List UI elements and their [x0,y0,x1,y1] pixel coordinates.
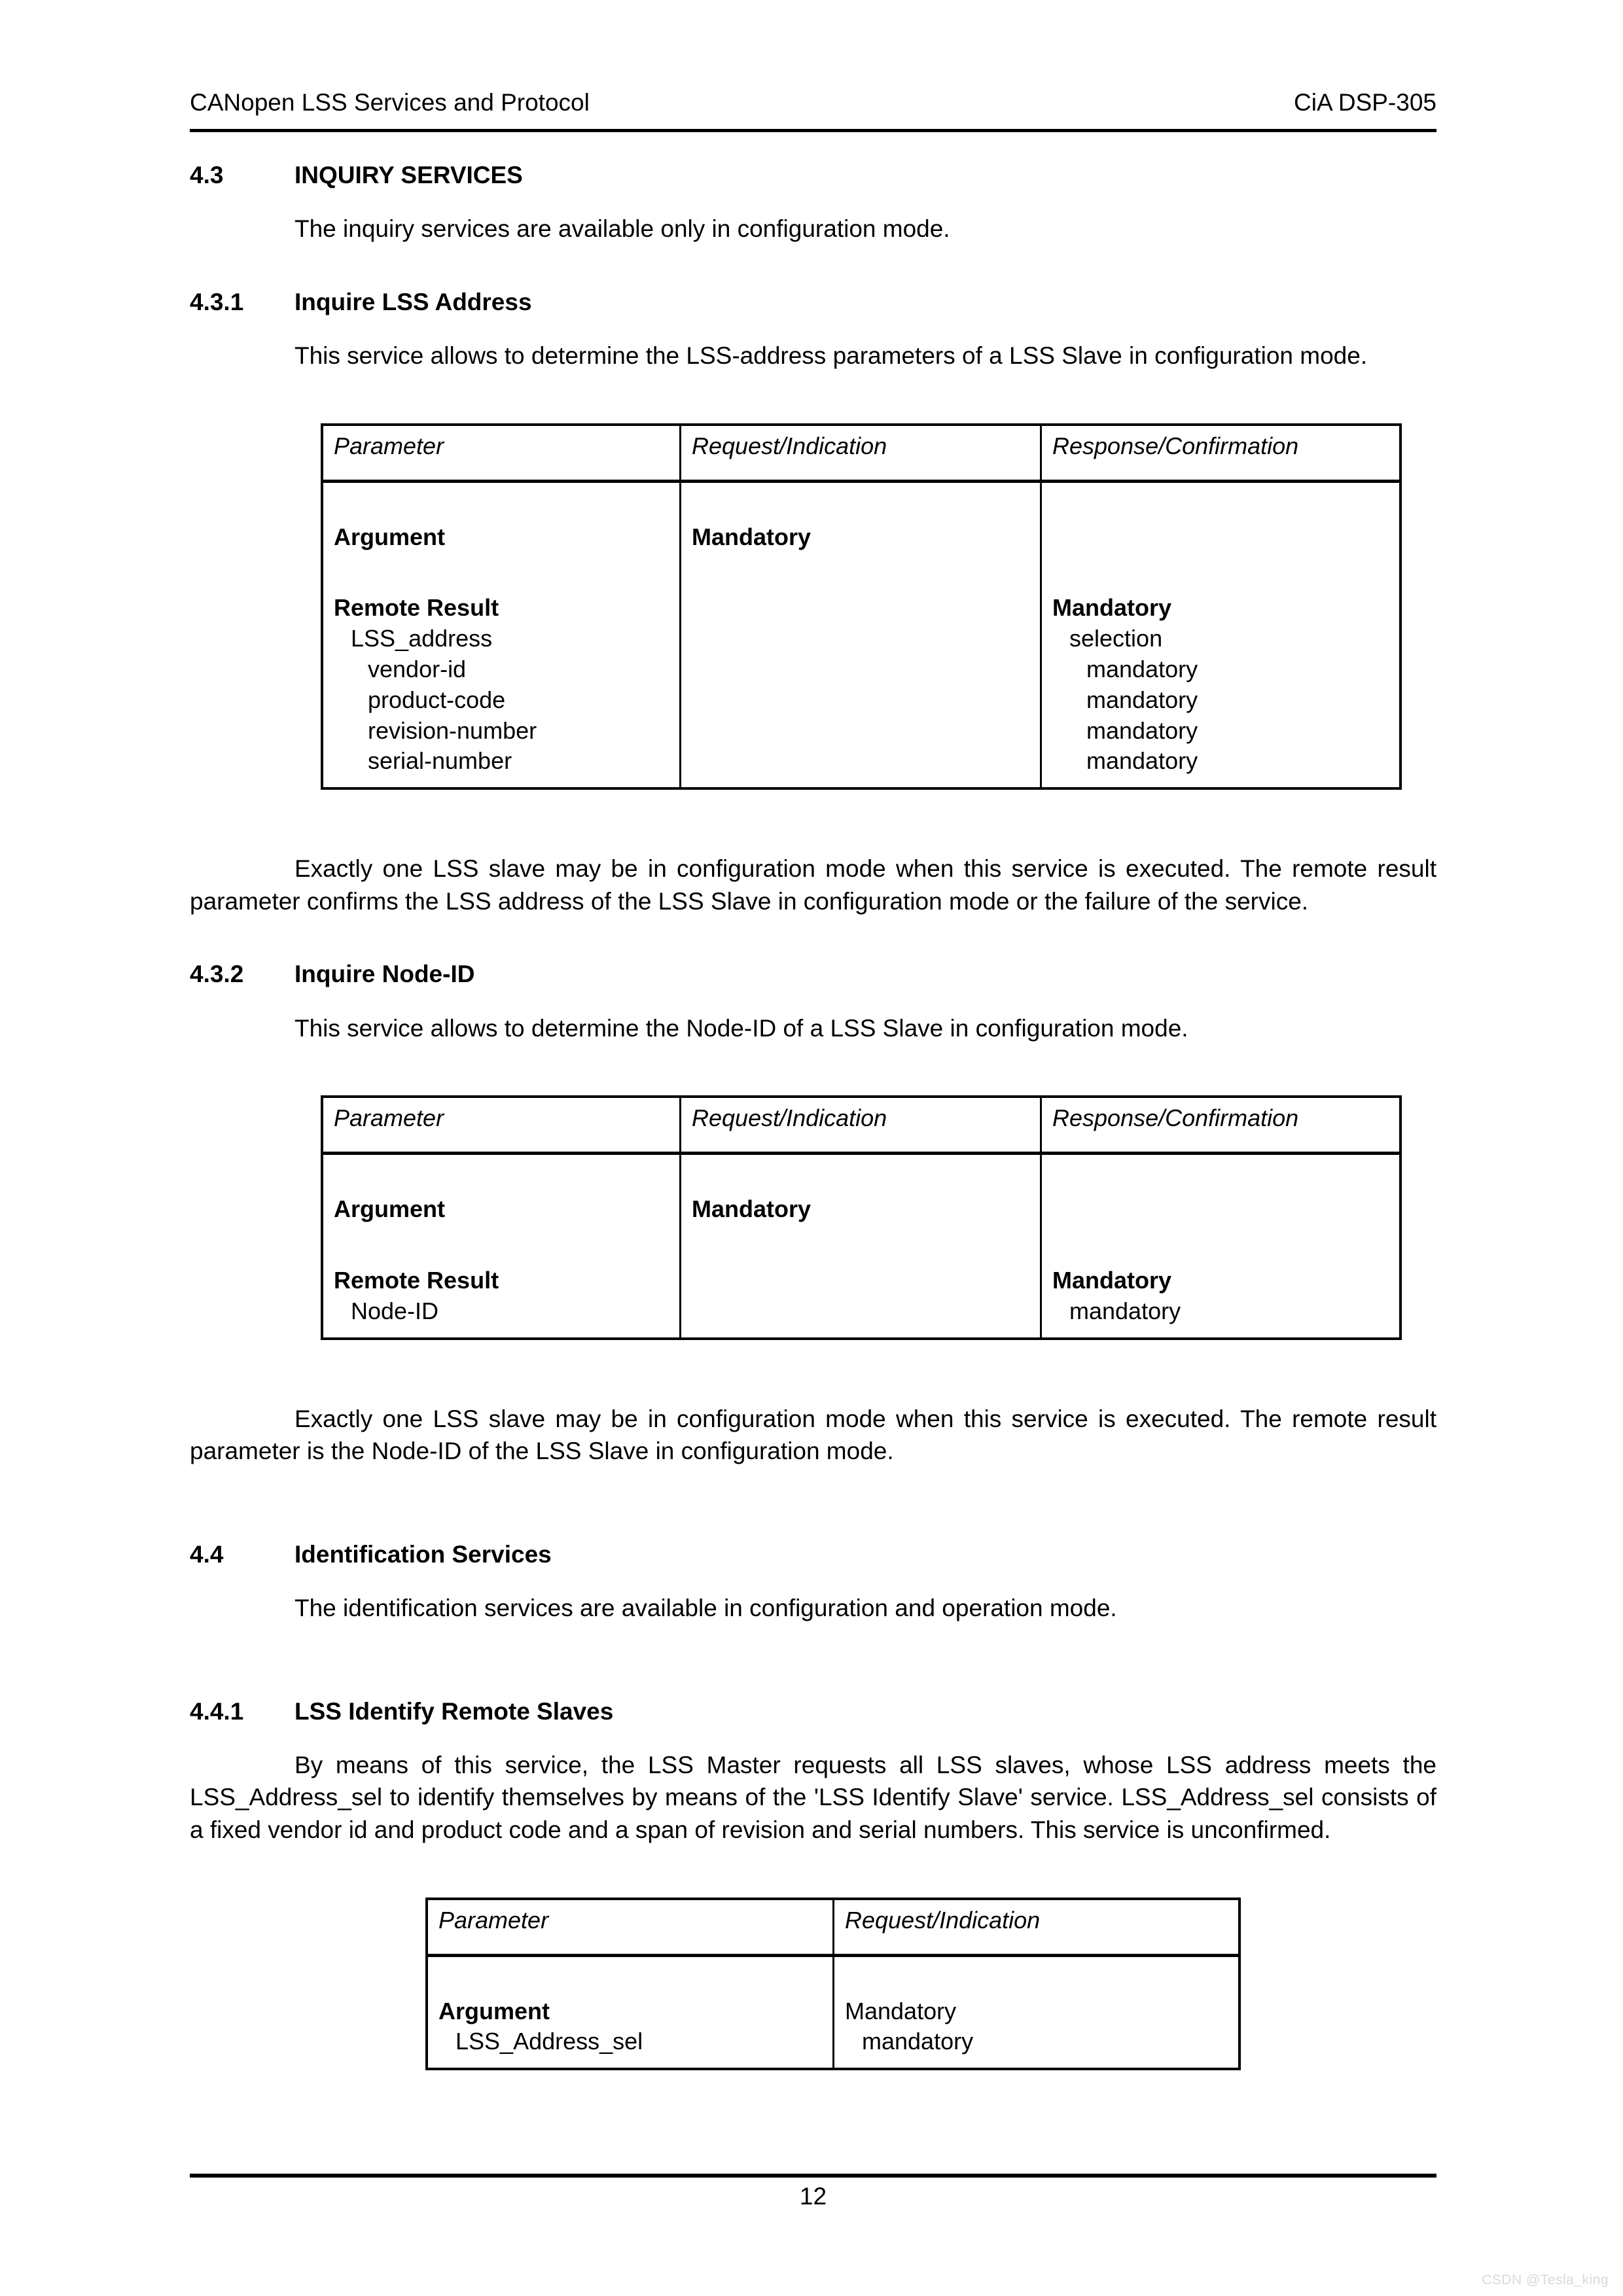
header-label-response: Response/Confirmation [1052,1104,1299,1132]
table-inquire-lss-address [321,423,1402,790]
param-product-code: product-code [368,686,506,713]
heading-4-3-number: 4.3 [190,162,224,188]
document-body [190,160,1436,2070]
request-list [845,1968,1238,2058]
param-vendor-id: vendor-id [368,656,467,683]
table-header-cell-request [681,1097,1041,1154]
table-cell-parameter [322,481,681,788]
response-list [1052,1165,1399,1326]
table-cell-response [1041,481,1401,788]
response-node-id: mandatory [1069,1297,1181,1324]
param-remote-result: Remote Result [334,594,499,622]
table-inquire-node-id-wrapper [190,1095,1436,1339]
table-header-cell-response [1041,1097,1401,1154]
table-header-row [322,425,1400,482]
table-body-row [322,481,1400,788]
param-lss-address: LSS_address [351,625,493,652]
page-header [190,88,1436,117]
footer-divider-rule [190,2174,1436,2178]
response-list [1052,493,1399,777]
heading-4-3 [190,160,1436,190]
header-label-parameter: Parameter [438,1906,549,1934]
table-header-row [427,1899,1240,1956]
table-cell-request [681,1154,1041,1339]
table-lss-identify-remote-slaves [425,1898,1241,2071]
request-argument: Mandatory [692,523,812,550]
header-label-request: Request/Indication [845,1906,1041,1934]
table-body-row [322,1154,1400,1339]
request-argument: Mandatory [845,1997,957,2024]
param-serial-number: serial-number [368,747,512,775]
table-header-row [322,1097,1400,1154]
response-product-code: mandatory [1086,686,1198,713]
parameter-list [334,493,679,777]
heading-4-4-title: Identification Services [294,1540,552,1568]
table-header-cell-parameter [322,1097,681,1154]
heading-4-3-2-number: 4.3.2 [190,961,244,988]
heading-4-4-1 [190,1697,1436,1727]
parameter-list [334,1165,679,1326]
table-header-cell-request [681,425,1041,482]
response-remote-result: Mandatory [1052,1267,1172,1294]
table-cell-request [681,481,1041,788]
paragraph-4-3-2-intro: This service allows to determine the Node-ID of a LSS Slave in configuration mode. [294,1014,1188,1042]
param-lss-address-sel: LSS_Address_sel [455,2028,643,2055]
heading-4-3-2 [190,959,1436,989]
paragraph-4-4-1-intro: By means of this service, the LSS Master requests all LSS slaves, whose LSS address meets the LSS_Address_sel to identify themselves by means of the 'LSS Identify Slave' service. LSS_Address_sel consists of a fixed vendor id and product code and a span of revision and serial numbers. This service is unconfirmed. [190,1751,1436,1843]
param-remote-result: Remote Result [334,1267,499,1294]
paragraph-4-3-1-intro: This service allows to determine the LSS-address parameters of a LSS Slave in configuration mode. [294,342,1368,370]
table-cell-request [834,1955,1240,2069]
heading-4-4-number: 4.4 [190,1540,224,1568]
table-cell-response [1041,1154,1401,1339]
heading-4-3-2-title: Inquire Node-ID [294,961,475,988]
paragraph-4-3-2-note: Exactly one LSS slave may be in configuration mode when this service is executed. The remote result parameter is the Node-ID of the LSS Slave in configuration mode. [190,1405,1436,1465]
heading-4-3-title: INQUIRY SERVICES [294,162,523,188]
param-argument: Argument [334,1195,445,1223]
request-argument: Mandatory [692,1195,812,1223]
paragraph-4-4-intro: The identification services are available in configuration and operation mode. [294,1595,1117,1622]
paragraph-4-3-1-note: Exactly one LSS slave may be in configuration mode when this service is executed. The remote result parameter confirms the LSS address of the LSS Slave in configuration mode or the failure of the service. [190,855,1436,915]
page-number: 12 [799,2183,827,2210]
header-document-title: CANopen LSS Services and Protocol [190,89,590,116]
heading-4-3-1-title: Inquire LSS Address [294,288,532,315]
parameter-list [438,1968,832,2058]
heading-4-4-1-number: 4.4.1 [190,1697,244,1725]
param-argument: Argument [334,523,445,550]
table-body-row [427,1955,1240,2069]
header-label-parameter: Parameter [334,432,444,459]
header-label-parameter: Parameter [334,1104,444,1132]
response-remote-result: Mandatory [1052,594,1172,622]
heading-4-4 [190,1540,1436,1570]
heading-4-3-1-number: 4.3.1 [190,288,244,315]
param-argument: Argument [438,1997,550,2024]
table-header-cell-parameter [322,425,681,482]
response-selection: selection [1069,625,1163,652]
paragraph-4-3-intro: The inquiry services are available only in configuration mode. [294,215,950,243]
response-vendor-id: mandatory [1086,656,1198,683]
header-label-response: Response/Confirmation [1052,432,1299,459]
table-lss-identify-remote-slaves-wrapper [190,1898,1436,2071]
heading-4-3-1 [190,287,1436,317]
table-cell-parameter [427,1955,834,2069]
request-list [692,493,1040,553]
header-label-request: Request/Indication [692,1104,887,1132]
response-serial-number: mandatory [1086,747,1198,775]
request-list [692,1165,1040,1225]
table-header-cell-response [1041,425,1401,482]
table-inquire-node-id [321,1095,1402,1339]
request-lss-address-sel: mandatory [862,2028,974,2055]
table-header-cell-parameter [427,1899,834,1956]
response-revision-number: mandatory [1086,716,1198,744]
heading-4-4-1-title: LSS Identify Remote Slaves [294,1697,614,1725]
header-label-request: Request/Indication [692,432,887,459]
table-inquire-lss-address-wrapper [190,423,1436,790]
header-divider-rule [190,129,1436,132]
param-node-id: Node-ID [351,1297,439,1324]
table-cell-parameter [322,1154,681,1339]
param-revision-number: revision-number [368,716,537,744]
table-header-cell-request [834,1899,1240,1956]
watermark-label: CSDN @Tesla_king [1482,2272,1609,2287]
header-document-number: CiA DSP-305 [1294,89,1436,116]
